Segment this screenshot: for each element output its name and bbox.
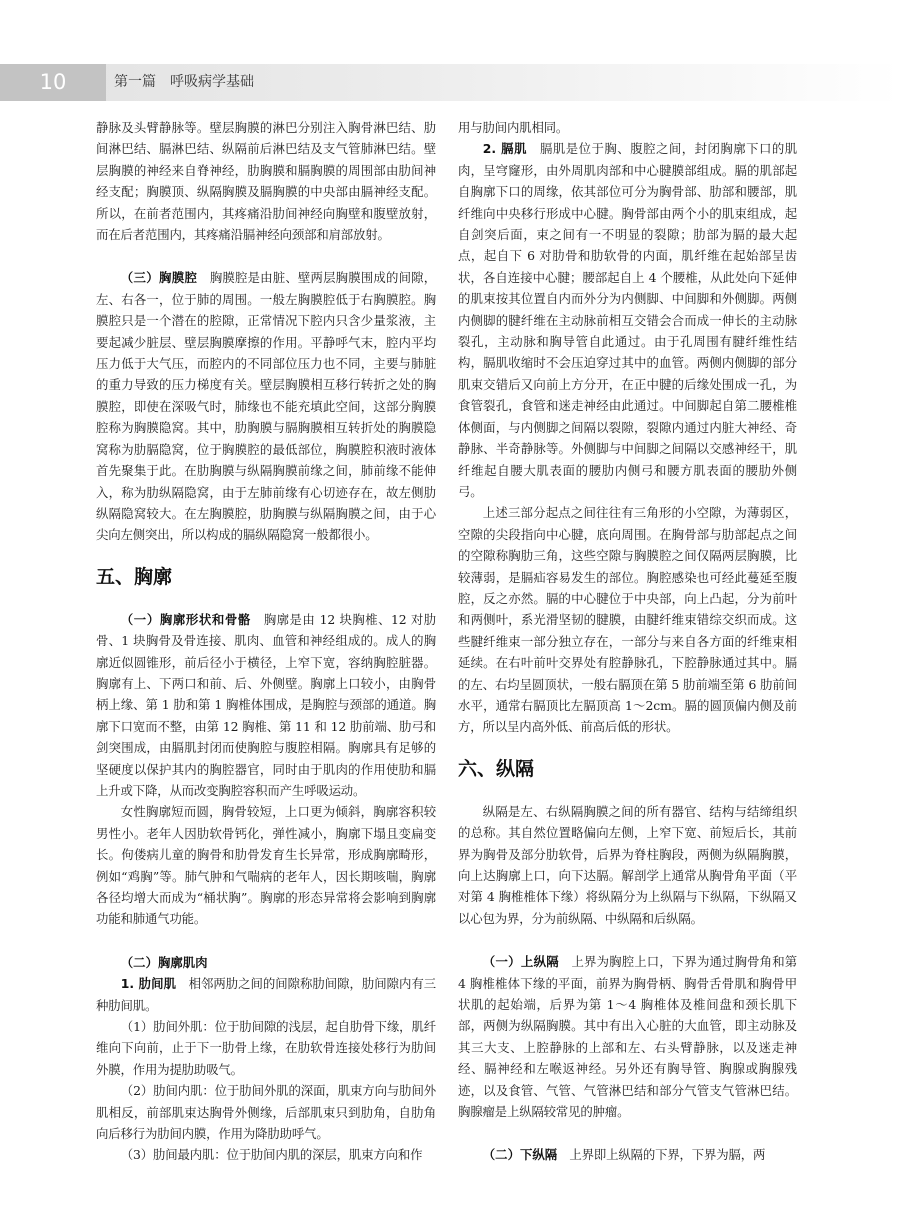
subheading-thorax-muscles: （二）胸廓肌肉 xyxy=(120,954,208,970)
section-heading-mediastinum: 六、纵隔 xyxy=(458,757,535,780)
superior-mediastinum-text: 上界为胸腔上口，下界为通过胸骨角和第 4 胸椎椎体下缘的平面，前界为胸骨柄、胸骨舌骨肌和胸骨甲状肌的起始端，后界为第 1～4 胸椎体及椎间盘和颈长肌下部，两侧为纵隔胸膜。其中有出入心脏的大血管，即主动脉及其三大支、上腔静脉的上部和左、右头臂静脉，以及迷走神经、膈神经和左喉返神经。另外还有胸导管、胸腺或胸腺残迹，以及食管、气管、气管淋巴结和部分气管支气管淋巴结。胸腺瘤是上纵隔较常见的肿瘤。 xyxy=(458,954,797,1120)
subheading-pleural-cavity: （三）胸膜腔 xyxy=(120,270,198,286)
subheading-superior-mediastinum: （一）上纵隔 xyxy=(482,954,559,970)
paragraph-external-intercostal: （1）肋间外肌：位于肋间隙的浅层，起自肋骨下缘，肌纤维向下向前，止于下一肋骨上缘，在肋软骨连接处移行为肋间外膜，作用为提肋助吸气。 xyxy=(96,1019,436,1077)
subheading-thorax-shape: （一）胸廓形状和骨骼 xyxy=(120,611,251,627)
intercostal-text: 相邻两肋之间的间隙称肋间隙，肋间隙内有三种肋间肌。 xyxy=(96,976,436,1013)
item-intercostal-label: 1. 肋间肌 xyxy=(120,976,177,992)
paragraph-diaphragm-triangles: 上述三部分起点之间往往有三角形的小空隙，为薄弱区，空隙的尖段指向中心腱，底向周围。在胸骨部与肋部起点之间的空隙称胸肋三角，这些空隙与胸膜腔之间仅隔两层胸膜，比较薄弱，是膈疝容易发生的部位。胸腔感染也可经此蔓延至腹腔，反之亦然。膈的中心腱位于中央部，向上凸起，分为前叶和两侧叶，系光滑坚韧的腱膜，由腱纤维束错综交织而成。这些腱纤维束一部分独立存在，一部分与来自各方面的纤维束相延续。在右叶前叶交界处有腔静脉孔，下腔静脉通过其中。膈的左、右均呈圆顶状，一般右膈顶在第 5 肋前端至第 6 肋前间水平，通常右膈顶比左膈顶高 1～2cm。膈的圆顶偏内侧及前方，所以呈内高外低、前高后低的形状。 xyxy=(458,505,797,735)
left-column xyxy=(96,117,436,1166)
paragraph-innermost-intercostal: （3）肋间最内肌：位于肋间内肌的深层，肌束方向和作 xyxy=(120,1147,423,1163)
subheading-inferior-mediastinum: （二）下纵隔 xyxy=(482,1147,558,1163)
thorax-shape-text: 胸廓是由 12 块胸椎、12 对肋骨、1 块胸骨及骨连接、肌肉、血管和神经组成的。成人的胸廓近似圆锥形，前后径小于横径，上窄下宽，容纳胸腔脏器。胸廓有上、下两口和前、后、外侧壁。胸廓上口较小，由胸骨柄上缘、第 1 肋和第 1 胸椎体围成，是胸腔与颈部的通道。胸廓下口宽而不整，由第 12 胸椎、第 11 和 12 肋前端、肋弓和剑突围成，由膈肌封闭而使胸腔与腹腔相隔。胸廓具有足够的坚硬度以保护其内的胸腔器官，同时由于肌肉的作用使肋和膈上升或下降，从而改变胸腔容积而产生呼吸运动。 xyxy=(96,611,436,798)
page-number: 10 xyxy=(0,64,106,101)
paragraph-thorax-variation: 女性胸廓短而圆，胸骨较短，上口更为倾斜，胸廓容积较男性小。老年人因肋软骨钙化，弹性减小，胸廓下塌且变扁变长。佝偻病儿童的胸骨和肋骨发育生长异常，形成胸廓畸形，例如“鸡胸”等。肺气肿和气喘病的老年人，因长期咳喘，胸廓各径均增大而成为“桶状胸”。胸廓的形态异常将会影响到胸廓功能和肺通气功能。 xyxy=(96,804,436,927)
inferior-mediastinum-text: 上界即上纵隔的下界，下界为膈，两 xyxy=(569,1147,766,1163)
paragraph-continuation: 用与肋间内肌相同。 xyxy=(458,120,569,135)
paragraph-pleural-cavity xyxy=(96,267,436,545)
page-header xyxy=(0,64,900,101)
paragraph-intercostal xyxy=(96,973,436,1016)
item-diaphragm-label: 2. 膈肌 xyxy=(482,141,528,157)
paragraph-superior-mediastinum xyxy=(458,951,797,1122)
paragraph-inferior-mediastinum xyxy=(458,1144,797,1165)
paragraph-thorax-shape xyxy=(96,609,436,802)
paragraph-internal-intercostal: （2）肋间内肌：位于肋间外肌的深面，肌束方向与肋间外肌相反，前部肌束达胸骨外侧缘，后部肌束只到肋角，自肋角向后移行为肋间内膜，作用为降肋助呼气。 xyxy=(96,1083,436,1142)
right-column xyxy=(458,117,797,1166)
paragraph-diaphragm xyxy=(458,138,797,502)
section-heading-thorax: 五、胸廓 xyxy=(96,565,173,588)
paragraph-mediastinum: 纵隔是左、右纵隔胸膜之间的所有器官、结构与结缔组织的总称。其自然位置略偏向左侧，上窄下宽、前短后长，其前界为胸骨及部分肋软骨，后界为脊柱胸段，两侧为纵隔胸膜，向上达胸廓上口，向下达膈。解剖学上通常从胸骨角平面（平对第 4 胸椎椎体下缘）将纵隔分为上纵隔与下纵隔，下纵隔又以心包为界，分为前纵隔、中纵隔和后纵隔。 xyxy=(458,803,797,926)
paragraph-lymph-nerves: 静脉及头臂静脉等。壁层胸膜的淋巴分别注入胸骨淋巴结、肋间淋巴结、膈淋巴结、纵隔前后淋巴结及支气管肺淋巴结。壁层胸膜的神经来自脊神经，肋胸膜和膈胸膜的周围部由肋间神经支配；胸膜顶、纵隔胸膜及膈胸膜的中央部由膈神经支配。所以，在前者范围内，其疼痛沿肋间神经向胸壁和腹壁放射，而在后者范围内，其疼痛沿膈神经向颈部和肩部放射。 xyxy=(96,120,436,243)
pleural-cavity-text: 胸膜腔是由脏、壁两层胸膜围成的间隙，左、右各一，位于肺的周围。一般左胸膜腔低于右胸膜腔。胸膜腔只是一个潜在的腔隙，正常情况下腔内只含少量浆液，主要起减少脏层、壁层胸膜摩擦的作用。平静呼气末，腔内平均压力低于大气压，而腔内的不同部位压力也不同，主要与肺脏的重力导致的压力梯度有关。壁层胸膜相互移行转折之处的胸膜腔，即使在深吸气时，肺缘也不能充填此空间，这部分胸膜腔称为胸膜隐窝。其中，肋胸膜与膈胸膜相互转折处的胸膜隐窝称为肋膈隐窝，位于胸膜腔的最低部位，胸膜腔积液时液体首先聚集于此。在肋胸膜与纵隔胸膜前缘之间，肺前缘不能伸入，称为肋纵隔隐窝，由于左肺前缘有心切迹存在，故左侧肋纵隔隐窝较大。在左胸膜腔，肋胸膜与纵隔胸膜之间，由于心尖向左侧突出，所以构成的膈纵隔隐窝一般都很小。 xyxy=(96,270,436,543)
diaphragm-text: 膈肌是位于胸、腹腔之间，封闭胸廓下口的肌肉，呈穹窿形，由外周肌肉部和中心腱膜部组成。膈的肌部起自胸廓下口的周缘，依其部位可分为胸骨部、肋部和腰部，肌纤维向中央移行形成中心腱。胸骨部由两个小的肌束组成，起自剑突后面，束之间有一不明显的裂隙；肋部为膈的最大起点，起自下 6 对肋骨和肋软骨的内面，肌纤维在起始部呈齿状，各自连接中心腱；腰部起自上 4 个腰椎，从此处向下延伸的肌束按其位置自内而外分为内侧脚、中间脚和外侧脚。两侧内侧脚的腱纤维在主动脉前相互交错会合而成一伸长的主动脉裂孔，主动脉和胸导管自此通过。由于孔周围有腱纤维性结构，膈肌收缩时不会压迫穿过其中的血管。两侧内侧脚的部分肌束交错后又向前上方分开，在正中腱的后缘处围成一孔，为食管裂孔，食管和迷走神经由此通过。中间脚起自第二腰椎椎体侧面，与内侧脚之间隔以裂隙，裂隙内通过内脏大神经、奇静脉、半奇静脉等。外侧脚与中间脚之间隔以交感神经干，肌纤维起自腰大肌表面的腰肋内侧弓和腰方肌表面的腰肋外侧弓。 xyxy=(458,141,797,499)
subheading-thorax-muscles-line xyxy=(96,952,436,973)
running-header: 第一篇 呼吸病学基础 xyxy=(114,74,254,90)
